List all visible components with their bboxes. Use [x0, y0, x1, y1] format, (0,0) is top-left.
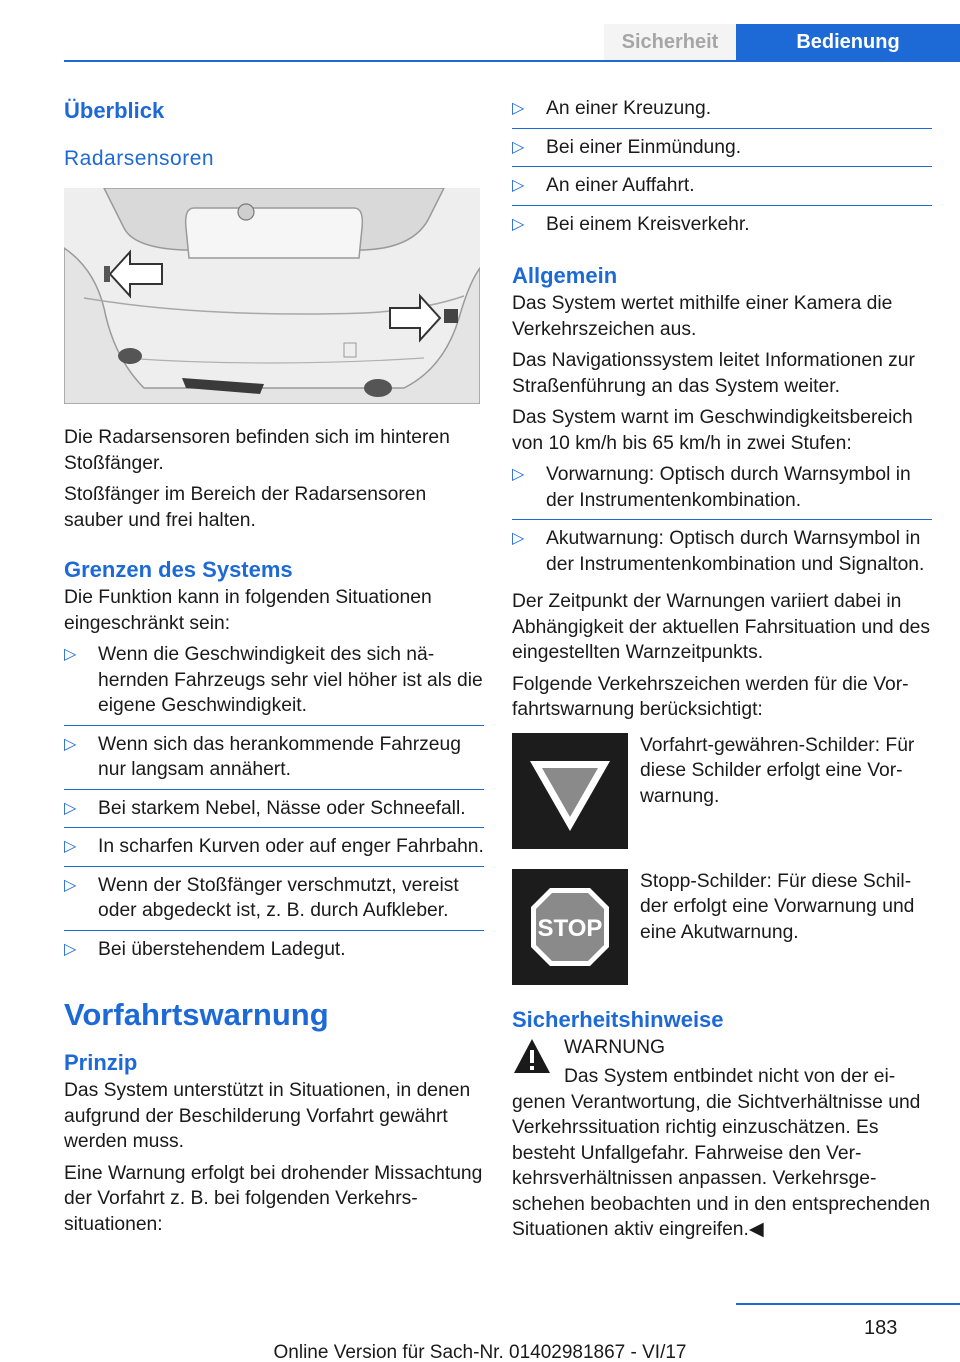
- list-item: ▷ Bei starkem Nebel, Nässe oder Schneefall.: [64, 796, 484, 829]
- svg-text:STOP: STOP: [537, 914, 603, 942]
- list-item: ▷ Bei einer Einmündung.: [512, 135, 932, 168]
- triangle-bullet-icon: ▷: [64, 799, 77, 817]
- chapter-heading: Vorfahrtswarnung: [64, 997, 329, 1032]
- stop-sign-text: Stopp-Schilder: Für diese Schilder erfolgt eine Vorwarnung und eine Akutwarnung.: [640, 870, 915, 943]
- list-item: ▷ In scharfen Kurven oder auf enger Fahrbahn.: [64, 834, 484, 867]
- warning-title: WARNUNG: [564, 1036, 666, 1058]
- list-item: ▷ An einer Auffahrt.: [512, 173, 932, 206]
- general-paragraph-1: Das System wertet mithilfe einer Kamera die Verkehrszeichen aus.: [512, 293, 893, 340]
- triangle-bullet-icon: ▷: [64, 646, 77, 663]
- list-item: ▷ An einer Kreuzung.: [512, 96, 932, 129]
- online-version-text: Online Version für Sach-Nr. 01402981867 - VI/17: [273, 1342, 687, 1362]
- triangle-bullet-icon: ▷: [512, 138, 525, 156]
- yield-sign-text: Vorfahrt-gewähren-Schilder: Für diese Schilder erfolgt eine Vorwarnung.: [640, 734, 915, 807]
- radar-heading: Radarsensoren: [64, 147, 215, 170]
- footer-divider: [736, 1303, 960, 1305]
- stop-sign-image: [512, 869, 628, 985]
- limits-list: [64, 642, 484, 968]
- radar-paragraph-2: Stoßfänger im Bereich der Radarsensoren sauber und frei halten.: [64, 484, 427, 531]
- warning-body: Das System entbindet nicht von der eigenen Verantwortung, die Sichtverhältnisse und Verkehrssituation richtig einzuschätzen. Es besteht Unfallgefahr. Fahrweise den Verkehrsverhältnissen anpassen. Verkehrsgeschehen beobachten und in den entsprechenden Situationen aktiv eingreifen.◀: [512, 1066, 931, 1240]
- triangle-bullet-icon: ▷: [512, 466, 525, 483]
- signs-intro: Folgende Verkehrszeichen werden für die Vorfahrtswarnung berücksichtigt:: [512, 673, 909, 720]
- left-column: [64, 96, 484, 1243]
- page-number: 183: [864, 1317, 898, 1339]
- tab-sicherheit[interactable]: Sicherheit: [604, 24, 736, 61]
- triangle-bullet-icon: ▷: [64, 735, 77, 753]
- yield-sign-icon: [512, 733, 628, 849]
- triangle-bullet-icon: ▷: [64, 838, 77, 855]
- page-header: [0, 0, 960, 62]
- list-item: ▷ Akutwarnung: Optisch durch Warnsymbol in der Instrumentenkombination und Signalton.: [512, 528, 925, 575]
- general-paragraph-2: Das Navigationssystem leitet Informationen zur Straßenführung an das System weiter.: [512, 350, 915, 397]
- limits-heading: Grenzen des Systems: [64, 557, 293, 582]
- general-paragraph-3: Das System warnt im Geschwindigkeitsbereich von 10 km/h bis 65 km/h in zwei Stufen:: [512, 407, 913, 454]
- list-item: ▷ Wenn sich das herankommende Fahrzeug nur langsam annähert.: [64, 732, 484, 790]
- overview-heading: Überblick: [64, 98, 165, 123]
- triangle-bullet-icon: ▷: [512, 530, 525, 547]
- stages-list: [512, 462, 932, 583]
- limits-intro: Die Funktion kann in folgenden Situationen eingeschränkt sein:: [64, 587, 432, 634]
- list-item: ▷ Wenn die Geschwindigkeit des sich nähernden Fahrzeugs sehr viel höher ist als die eigene Geschwindigkeit.: [64, 642, 484, 726]
- triangle-bullet-icon: ▷: [512, 215, 525, 233]
- list-item: ▷ Vorwarnung: Optisch durch Warnsymbol in der Instrumentenkombination.: [512, 462, 932, 520]
- general-heading: Allgemein: [512, 263, 618, 288]
- triangle-bullet-icon: ▷: [64, 876, 77, 894]
- list-item: ▷ Bei überstehendem Ladegut.: [64, 937, 484, 969]
- triangle-bullet-icon: ▷: [512, 100, 525, 117]
- list-item: ▷ Bei einem Kreisverkehr.: [512, 212, 932, 244]
- triangle-bullet-icon: ▷: [512, 177, 525, 194]
- timing-paragraph: Der Zeitpunkt der Warnungen variiert dabei in Abhängigkeit der aktuellen Fahrsituation und des eingestellten Warnzeitpunkts.: [512, 591, 931, 663]
- stop-sign-row: [512, 869, 932, 985]
- header-divider: [64, 60, 960, 62]
- list-item: ▷ Wenn der Stoßfänger verschmutzt, vereist oder abgedeckt ist, z. B. durch Aufkleber.: [64, 873, 484, 931]
- principle-heading: Prinzip: [64, 1050, 138, 1075]
- situations-list: [512, 96, 932, 243]
- principle-paragraph-2: Eine Warnung erfolgt bei drohender Missachtung der Vorfahrt z. B. bei folgenden Verkehrssituationen:: [64, 1162, 483, 1235]
- triangle-bullet-icon: ▷: [64, 940, 77, 958]
- radar-paragraph-1: Die Radarsensoren befinden sich im hinteren Stoßfänger.: [64, 427, 450, 474]
- yield-sign-row: [512, 733, 932, 849]
- warning-block: [512, 1035, 932, 1243]
- yield-sign-image: [512, 733, 628, 849]
- tab-bedienung[interactable]: Bedienung: [736, 24, 960, 61]
- safety-heading: Sicherheitshinweise: [512, 1006, 724, 1032]
- car-rear-radar-image: [64, 188, 480, 404]
- stop-sign-icon: [512, 869, 628, 985]
- right-column: [512, 96, 932, 1243]
- warning-triangle-icon: [512, 1037, 552, 1075]
- principle-paragraph-1: Das System unterstützt in Situationen, in denen aufgrund der Beschilderung Vorfahrt gewährt werden muss.: [64, 1080, 471, 1152]
